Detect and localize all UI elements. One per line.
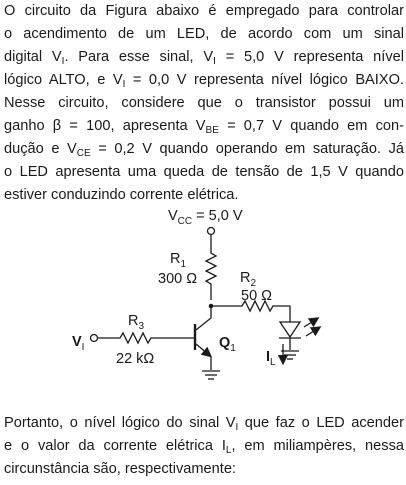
text-line: e o valor da corrente elétrica $I_L$, em miliampères, nessa <box>4 438 404 456</box>
r3-resistor <box>98 333 195 343</box>
text-line: lógico ALTO, e $V_I = 0,0$ V representa nível lógico BAIXO. <box>4 72 404 90</box>
text-line: O circuito da Figura abaixo é empregado para controlar <box>4 3 404 19</box>
text-line: Nesse circuito, considere que o transistor possui um <box>4 95 404 111</box>
il-label: $I_L$ <box>266 349 276 368</box>
r3-value: 22 kΩ <box>116 351 155 367</box>
text-line: dução e $V_{CE} = 0,2$ V quando operando em saturação. Já <box>4 141 404 159</box>
text-line: o acendimento de um LED, de acordo com um sinal <box>4 26 404 42</box>
r1-resistor <box>206 235 216 300</box>
vcc-terminal <box>208 228 215 235</box>
vi-label: $V_I$ <box>72 334 85 353</box>
text-line: circunstância são, respectivamente: <box>4 461 236 477</box>
text-line: ganho β = 100, apresenta $V_{BE} = 0,7$ V quando em con- <box>4 118 404 136</box>
q1-transistor <box>195 306 211 370</box>
text-line: estiver conduzindo corrente elétrica. <box>4 187 239 203</box>
led-diode <box>279 320 317 350</box>
answer-prompt-paragraph <box>4 412 404 481</box>
emitter-ground <box>202 371 220 379</box>
r1-value: 300 Ω <box>158 271 198 287</box>
vi-terminal <box>91 335 98 342</box>
question-paragraph <box>4 0 404 207</box>
text-line: Portanto, o nível lógico do sinal $V_I$ que faz o LED acender <box>4 415 404 433</box>
q1-label: $Q_1$ <box>219 335 236 354</box>
text-line: o LED apresenta uma queda de tensão de 1,5 V quando <box>4 164 404 180</box>
vcc-label: $V_{CC} = 5,0$ V <box>168 208 243 227</box>
circuit-diagram <box>0 200 406 405</box>
r3-label: $R_3$ <box>128 313 145 332</box>
r2-resistor <box>211 301 290 322</box>
r2-value: 50 Ω <box>241 288 272 304</box>
text-line: digital $V_I$. Para esse sinal, $V_I = 5,0$ V representa nível <box>4 49 404 67</box>
led-ground <box>281 351 299 359</box>
r2-label: $R_2$ <box>240 270 257 289</box>
r1-label: $R_1$ <box>170 251 187 270</box>
